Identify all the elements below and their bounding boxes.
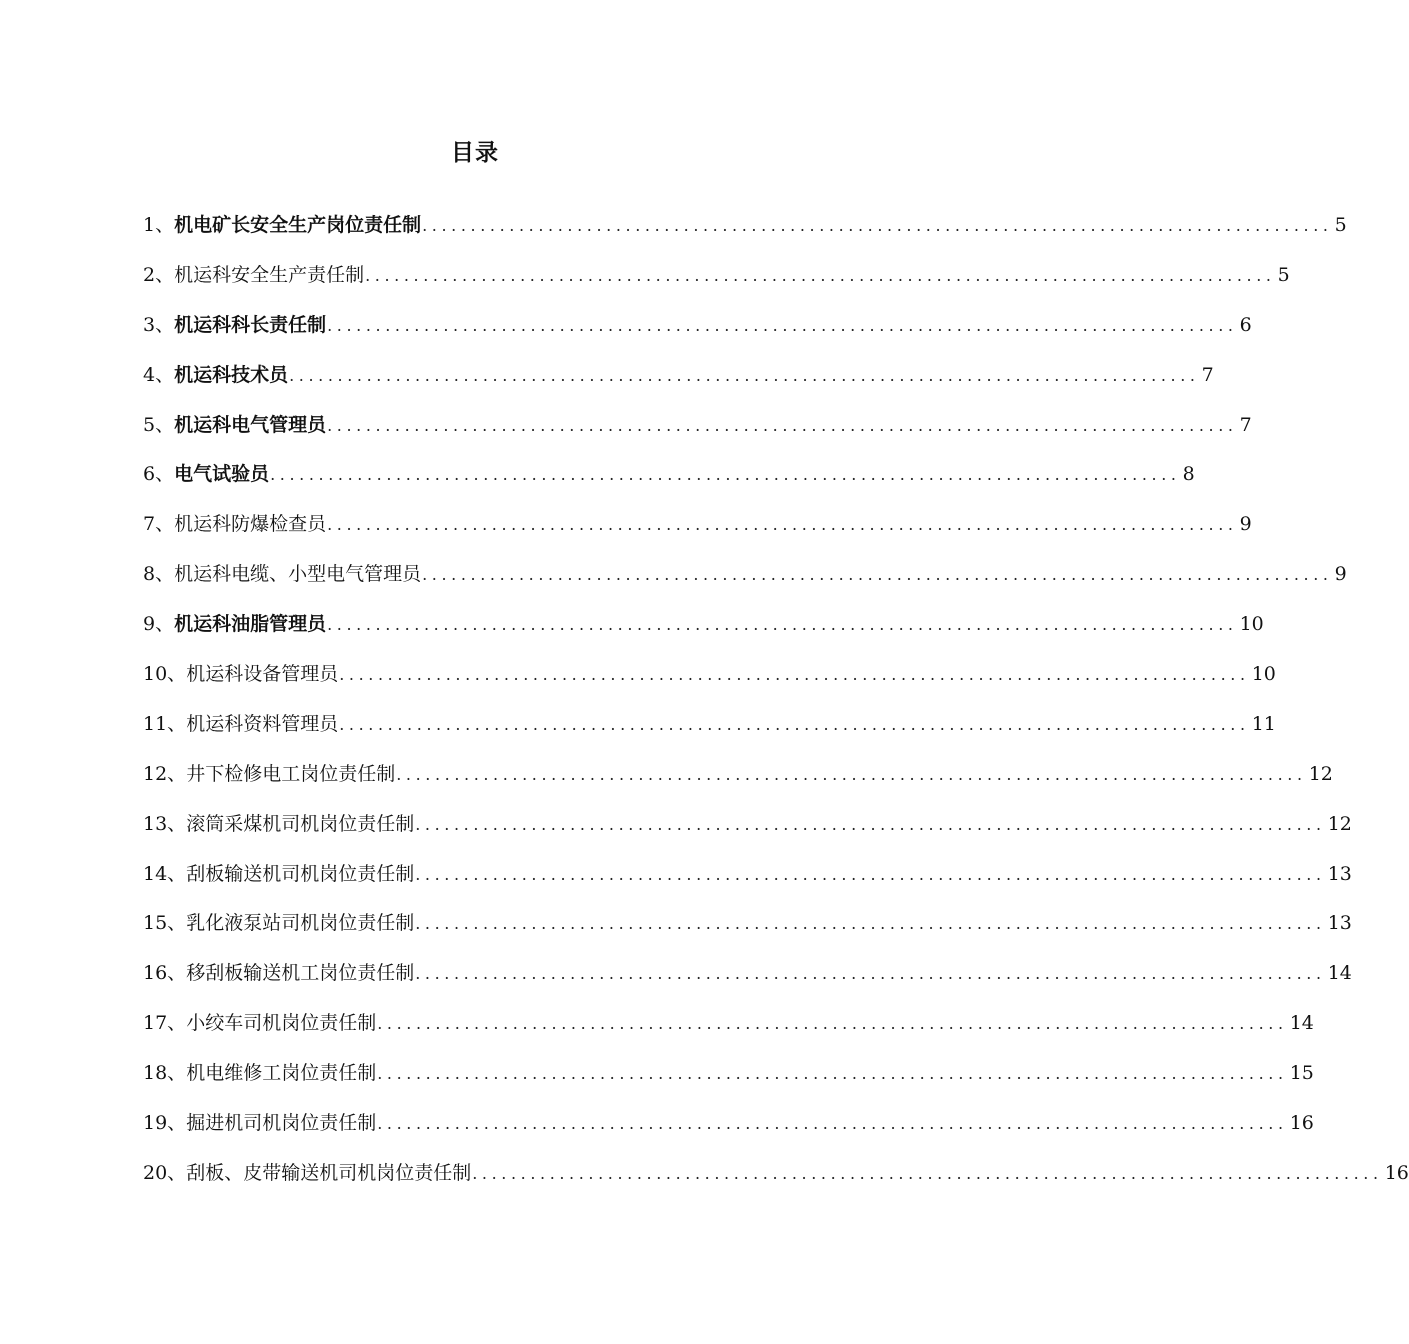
toc-entry-title: 掘进机司机岗位责任制 xyxy=(186,1112,377,1135)
toc-entry-title: 电气试验员 xyxy=(174,463,270,486)
toc-entry-page-number: 12 xyxy=(1308,762,1333,785)
toc-entry-page-number: 6 xyxy=(1239,313,1252,336)
toc-entry-number: 1、 xyxy=(143,214,175,236)
toc-entry[interactable] xyxy=(143,807,1352,857)
toc-title: 目录 xyxy=(451,140,499,166)
toc-entry-page-number: 12 xyxy=(1327,812,1352,835)
toc-entry-leader-dots: .............................................................................................. xyxy=(415,814,1326,834)
toc-entry-number: 16、 xyxy=(143,962,187,985)
toc-entry-title: 机运科设备管理员 xyxy=(186,663,339,686)
toc-entry-page-number: 14 xyxy=(1327,962,1352,985)
toc-entry-page-number: 8 xyxy=(1182,463,1195,486)
toc-entry-page-number: 9 xyxy=(1239,513,1252,536)
toc-entry-title: 机运科安全生产责任制 xyxy=(174,263,365,286)
toc-entry-leader-dots: .............................................................................................. xyxy=(415,864,1326,884)
toc-entry[interactable] xyxy=(143,557,1347,607)
toc-entry-leader-dots: .............................................................................................. xyxy=(396,764,1307,784)
toc-entry[interactable] xyxy=(143,1106,1314,1156)
toc-entry-number: 13、 xyxy=(143,812,187,835)
toc-entry-number: 3、 xyxy=(143,313,175,336)
toc-entry-page-number: 13 xyxy=(1327,912,1352,935)
toc-entry-number: 17、 xyxy=(143,1012,187,1035)
toc-entry-title: 机运科资料管理员 xyxy=(186,712,339,735)
toc-entry-leader-dots: .............................................................................................. xyxy=(472,1163,1383,1183)
toc-entry-title: 小绞车司机岗位责任制 xyxy=(186,1012,377,1035)
toc-entry-title: 滚筒采煤机司机岗位责任制 xyxy=(186,812,415,835)
toc-entry[interactable] xyxy=(143,956,1352,1006)
toc-entry-number: 14、 xyxy=(143,862,187,885)
toc-list xyxy=(143,208,1409,1206)
toc-entry-page-number: 16 xyxy=(1289,1112,1314,1135)
toc-entry-number: 15、 xyxy=(143,912,187,935)
toc-entry[interactable] xyxy=(143,857,1352,907)
toc-entry[interactable] xyxy=(143,457,1195,507)
toc-entry-page-number: 11 xyxy=(1251,712,1276,735)
toc-entry-leader-dots: .............................................................................................. xyxy=(415,964,1326,984)
toc-entry-title: 井下检修电工岗位责任制 xyxy=(186,762,396,785)
toc-entry-leader-dots: .............................................................................................. xyxy=(270,465,1181,485)
toc-entry-number: 4、 xyxy=(143,363,175,386)
toc-entry-page-number: 14 xyxy=(1289,1012,1314,1035)
toc-entry[interactable] xyxy=(143,258,1290,308)
toc-entry[interactable] xyxy=(143,607,1264,657)
toc-entry-number: 7、 xyxy=(143,513,175,536)
toc-entry[interactable] xyxy=(143,1056,1314,1106)
toc-entry-page-number: 7 xyxy=(1239,413,1252,436)
toc-entry-leader-dots: .............................................................................................. xyxy=(422,565,1333,585)
toc-entry[interactable] xyxy=(143,208,1347,258)
toc-entry-leader-dots: .............................................................................................. xyxy=(339,714,1250,734)
toc-entry-leader-dots: .............................................................................................. xyxy=(327,415,1238,435)
toc-entry-page-number: 5 xyxy=(1277,263,1290,286)
toc-entry-title: 机运科技术员 xyxy=(174,363,289,386)
toc-entry-leader-dots: .............................................................................................. xyxy=(422,216,1333,235)
toc-entry-page-number: 16 xyxy=(1384,1161,1409,1184)
toc-entry-page-number: 10 xyxy=(1239,613,1264,636)
toc-entry[interactable] xyxy=(143,358,1214,408)
toc-entry[interactable] xyxy=(143,408,1252,458)
toc-entry-leader-dots: .............................................................................................. xyxy=(327,315,1238,335)
toc-entry-number: 19、 xyxy=(143,1112,187,1135)
toc-entry-leader-dots: .............................................................................................. xyxy=(289,365,1200,385)
toc-entry-page-number: 5 xyxy=(1334,214,1347,236)
toc-entry-title: 机运科科长责任制 xyxy=(174,313,327,336)
toc-entry-leader-dots: .............................................................................................. xyxy=(377,1114,1288,1134)
toc-entry-number: 2、 xyxy=(143,263,175,286)
toc-entry-number: 20、 xyxy=(143,1161,187,1184)
toc-entry-title: 机运科防爆检查员 xyxy=(174,513,327,536)
toc-entry[interactable] xyxy=(143,1006,1314,1056)
toc-entry-page-number: 10 xyxy=(1251,663,1276,686)
toc-entry-title: 机运科油脂管理员 xyxy=(174,613,327,636)
toc-entry-title: 刮板输送机司机岗位责任制 xyxy=(186,862,415,885)
toc-entry[interactable] xyxy=(143,757,1333,807)
toc-entry-title: 移刮板输送机工岗位责任制 xyxy=(186,962,415,985)
toc-entry-leader-dots: .............................................................................................. xyxy=(415,914,1326,934)
toc-entry-title: 乳化液泵站司机岗位责任制 xyxy=(186,912,415,935)
toc-entry-number: 9、 xyxy=(143,613,175,636)
toc-entry-leader-dots: .............................................................................................. xyxy=(327,515,1238,535)
toc-entry-page-number: 15 xyxy=(1289,1062,1314,1085)
toc-entry[interactable] xyxy=(143,1156,1409,1206)
toc-entry-leader-dots: .............................................................................................. xyxy=(339,665,1250,685)
toc-entry[interactable] xyxy=(143,657,1276,707)
toc-entry-number: 5、 xyxy=(143,413,175,436)
toc-entry-number: 12、 xyxy=(143,762,187,785)
toc-entry-page-number: 9 xyxy=(1334,563,1347,586)
toc-entry[interactable] xyxy=(143,707,1276,757)
toc-entry-number: 10、 xyxy=(143,663,187,686)
toc-entry-leader-dots: .............................................................................................. xyxy=(377,1064,1288,1084)
toc-entry-title: 机电维修工岗位责任制 xyxy=(186,1062,377,1085)
toc-entry-leader-dots: .............................................................................................. xyxy=(377,1014,1288,1034)
toc-entry-page-number: 13 xyxy=(1327,862,1352,885)
toc-entry-title: 机运科电缆、小型电气管理员 xyxy=(174,563,422,586)
toc-entry-number: 11、 xyxy=(143,712,187,735)
toc-entry[interactable] xyxy=(143,308,1252,358)
toc-entry-title: 刮板、皮带输送机司机岗位责任制 xyxy=(186,1161,472,1184)
toc-entry[interactable] xyxy=(143,507,1252,557)
toc-entry-leader-dots: .............................................................................................. xyxy=(327,615,1238,635)
toc-entry-title: 机电矿长安全生产岗位责任制 xyxy=(174,214,422,236)
toc-entry-number: 8、 xyxy=(143,563,175,586)
toc-entry-number: 18、 xyxy=(143,1062,187,1085)
toc-entry-leader-dots: .............................................................................................. xyxy=(365,265,1276,285)
toc-entry-title: 机运科电气管理员 xyxy=(174,413,327,436)
toc-entry-number: 6、 xyxy=(143,463,175,486)
toc-entry[interactable] xyxy=(143,906,1352,956)
toc-entry-page-number: 7 xyxy=(1201,363,1214,386)
